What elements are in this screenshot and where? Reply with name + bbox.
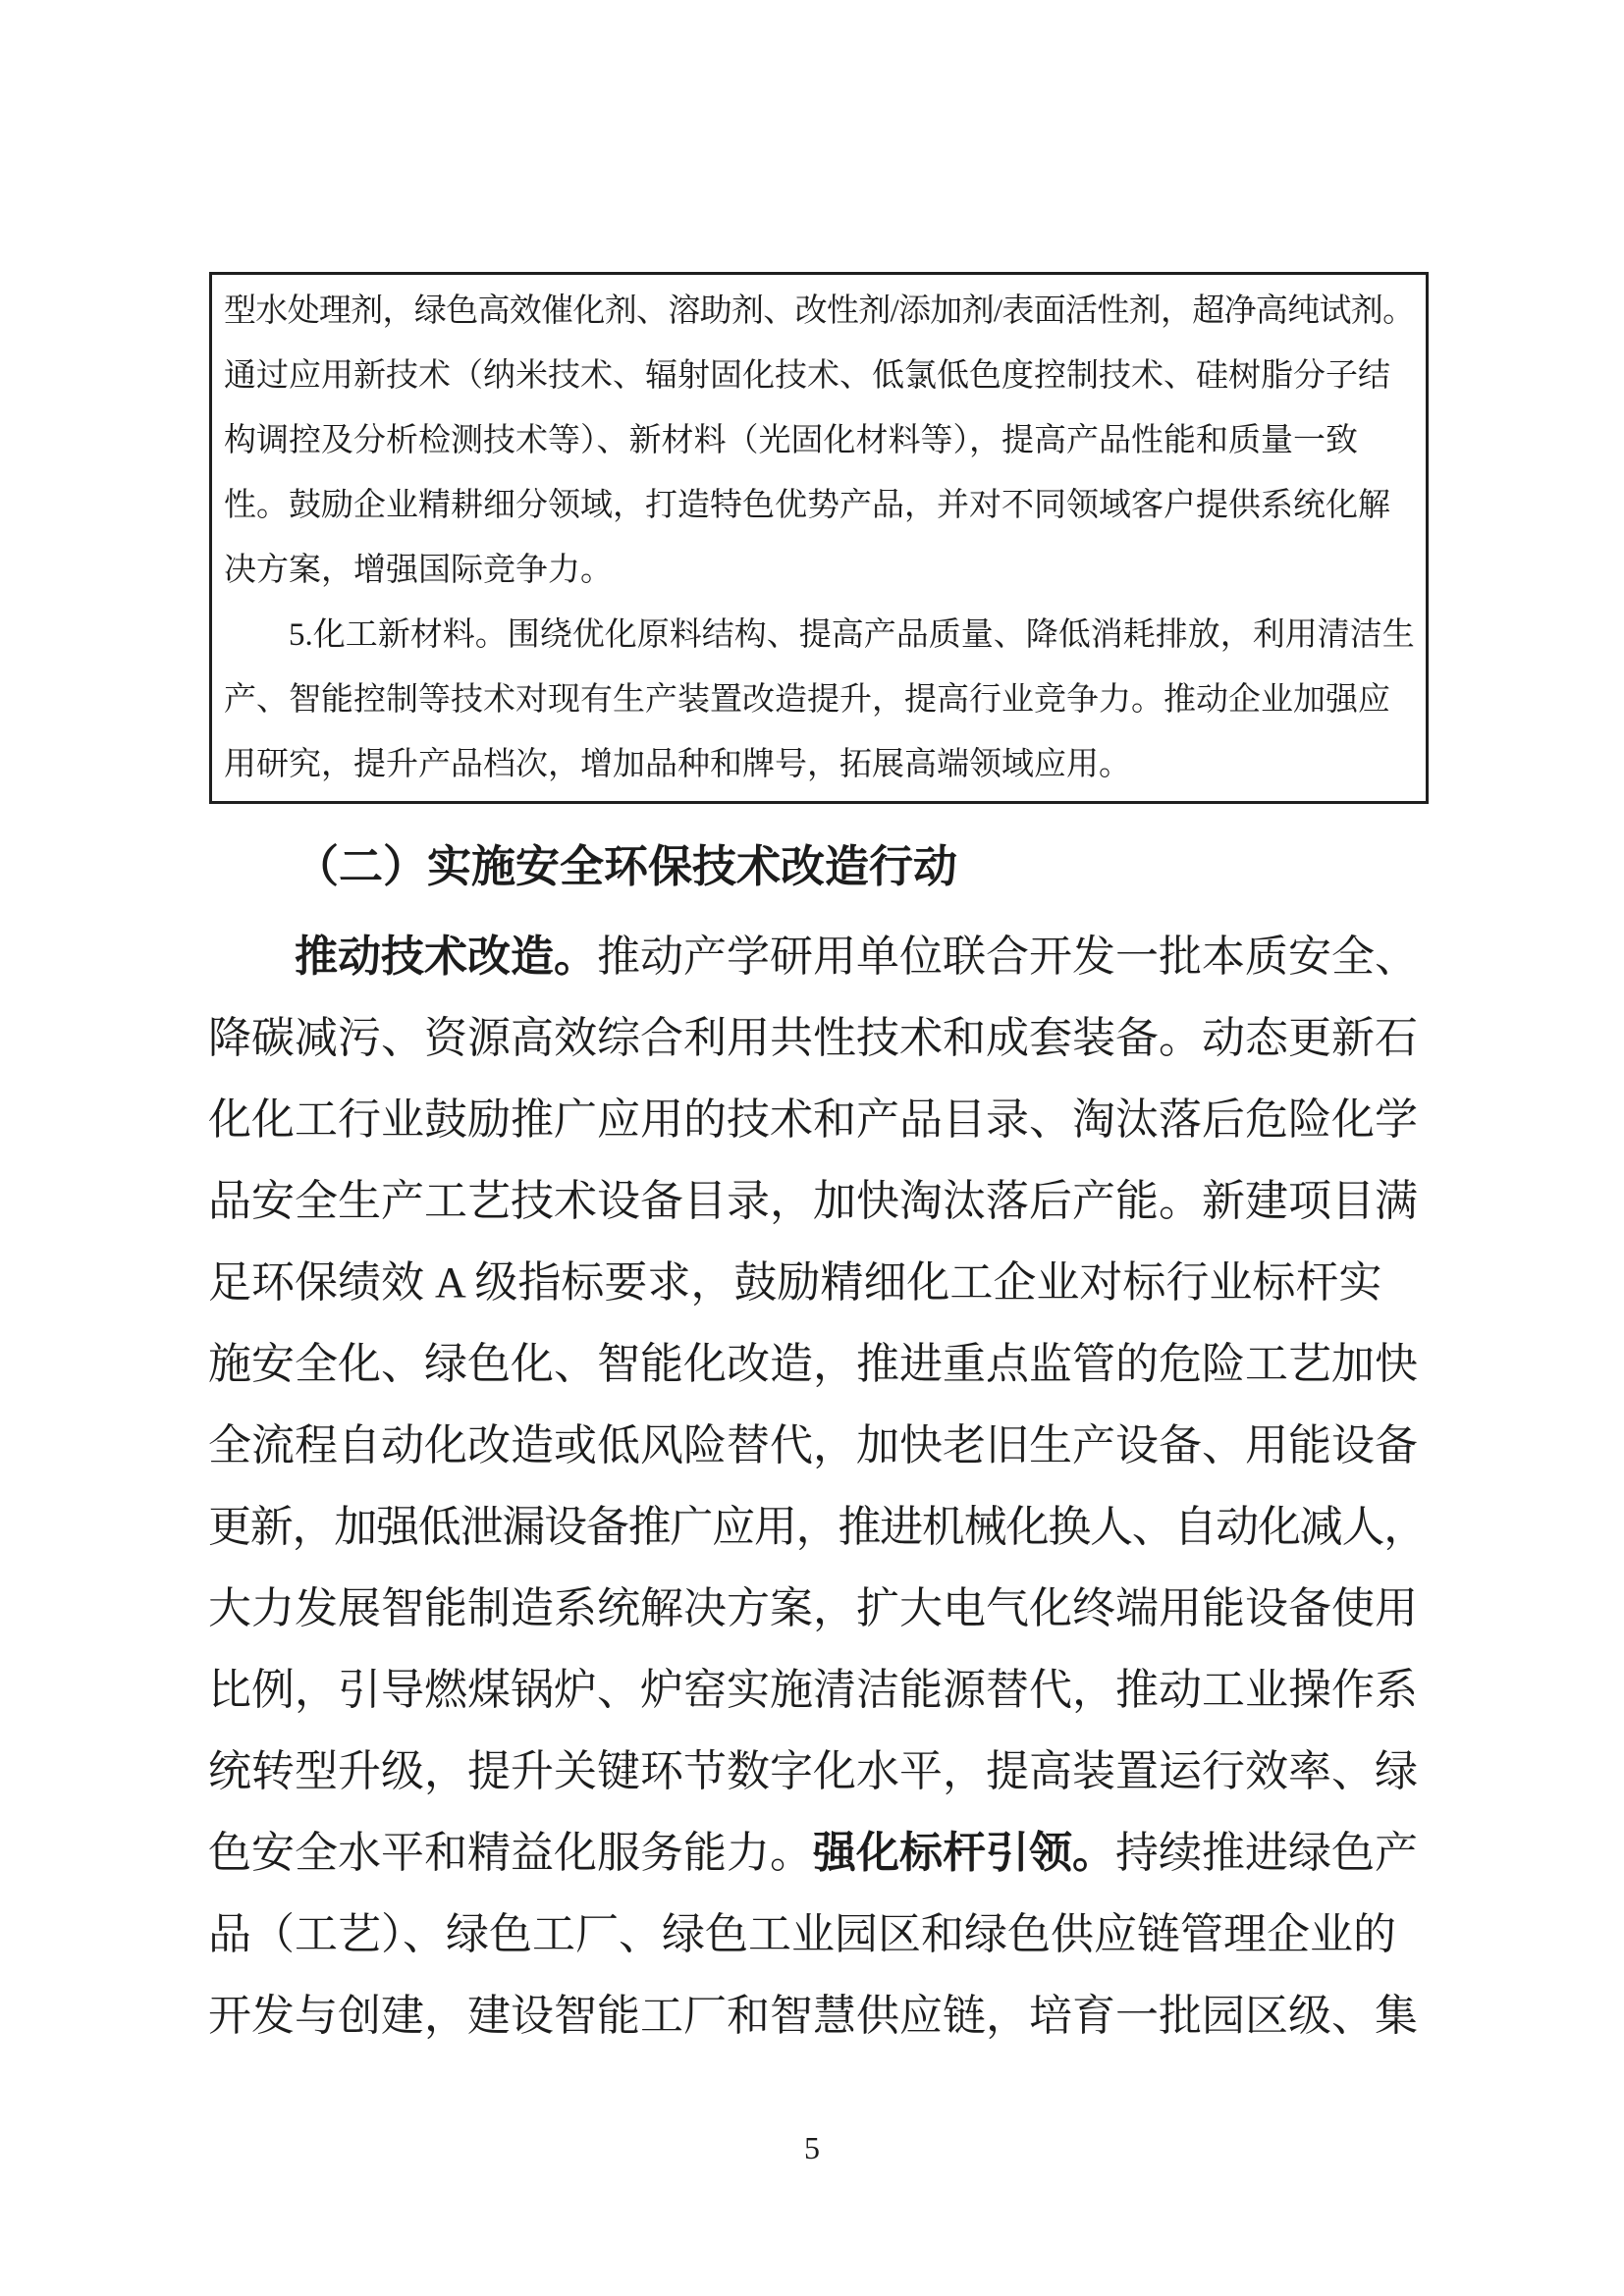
section-paragraph bbox=[208, 916, 1426, 2056]
text-run: 降碳减污、资源高效综合利用共性技术和成套装备。动态更新石 bbox=[208, 1014, 1418, 1062]
text-run: 化化工行业鼓励推广应用的技术和产品目录、淘汰落后危险化学 bbox=[208, 1095, 1418, 1144]
text-run: 统转型升级，提升关键环节数字化水平，提高装置运行效率、绿 bbox=[208, 1747, 1418, 1795]
text-line bbox=[208, 1160, 1426, 1242]
text-run: 持续推进绿色产 bbox=[1115, 1829, 1418, 1877]
text-line bbox=[208, 1812, 1426, 1894]
text-line bbox=[224, 603, 1414, 667]
text-line bbox=[208, 1975, 1426, 2056]
text-run: 型水处理剂，绿色高效催化剂、溶助剂、改性剂/添加剂/表面活性剂，超净高纯试剂。 bbox=[224, 294, 1415, 329]
text-run: 用研究，提升产品档次，增加品种和牌号，拓展高端领域应用。 bbox=[224, 747, 1131, 782]
text-run: 通过应用新技术（纳米技术、辐射固化技术、低氯低色度控制技术、硅树脂分子结 bbox=[224, 358, 1390, 394]
text-line bbox=[208, 916, 1426, 997]
text-run: 开发与创建，建设智能工厂和智慧供应链，培育一批园区级、集 bbox=[208, 1992, 1418, 2040]
text-run: 施安全化、绿色化、智能化改造，推进重点监管的危险工艺加快 bbox=[208, 1340, 1418, 1388]
text-run: 大力发展智能制造系统解决方案，扩大电气化终端用能设备使用 bbox=[208, 1584, 1418, 1632]
text-line bbox=[224, 279, 1414, 344]
text-run: 产、智能控制等技术对现有生产装置改造提升，提高行业竞争力。推动企业加强应 bbox=[224, 682, 1390, 718]
text-line bbox=[224, 408, 1414, 473]
text-run: 比例，引导燃煤锅炉、炉窑实施清洁能源替代，推动工业操作系 bbox=[208, 1666, 1418, 1714]
text-run: 围绕优化原料结构、提高产品质量、降低消耗排放，利用清洁生 bbox=[507, 617, 1415, 653]
text-run: 足环保绩效 A 级指标要求，鼓励精细化工企业对标行业标杆实 bbox=[208, 1258, 1382, 1307]
text-run: 推动产学研用单位联合开发一批本质安全、 bbox=[597, 933, 1418, 981]
text-run: 性。鼓励企业精耕细分领域，打造特色优势产品，并对不同领域客户提供系统化解 bbox=[224, 488, 1390, 523]
text-line bbox=[224, 344, 1414, 408]
text-line bbox=[208, 1731, 1426, 1812]
box-paragraph bbox=[224, 603, 1414, 797]
text-line bbox=[224, 667, 1414, 732]
text-run: 品（工艺）、绿色工厂、绿色工业园区和绿色供应链管理企业的 bbox=[208, 1910, 1396, 1958]
text-line bbox=[208, 1568, 1426, 1649]
text-run: 品安全生产工艺技术设备目录，加快淘汰落后产能。新建项目满 bbox=[208, 1177, 1418, 1225]
text-line bbox=[208, 1242, 1426, 1323]
text-line bbox=[208, 1323, 1426, 1405]
text-run: 5.化工新材料。 bbox=[289, 617, 508, 653]
text-run: 色安全水平和精益化服务能力。 bbox=[208, 1829, 813, 1877]
box-paragraph bbox=[224, 279, 1414, 603]
page-number: 5 bbox=[804, 2130, 820, 2165]
excerpt-box bbox=[209, 272, 1429, 804]
text-line bbox=[208, 997, 1426, 1079]
text-line bbox=[224, 732, 1414, 797]
text-line bbox=[224, 473, 1414, 538]
text-line bbox=[208, 1079, 1426, 1160]
bold-phrase: 强化标杆引领。 bbox=[813, 1829, 1115, 1877]
text-run: 决方案，增强国际竞争力。 bbox=[224, 553, 613, 588]
bold-phrase: 推动技术改造。 bbox=[295, 933, 597, 981]
text-run: 更新，加强低泄漏设备推广应用，推进机械化换人、自动化减人， bbox=[208, 1503, 1427, 1551]
text-run: 全流程自动化改造或低风险替代，加快老旧生产设备、用能设备 bbox=[208, 1421, 1418, 1469]
section-heading: （二）实施安全环保技术改造行动 bbox=[295, 842, 958, 891]
text-line bbox=[208, 1486, 1426, 1568]
text-line bbox=[224, 538, 1414, 603]
text-line bbox=[208, 1894, 1426, 1975]
text-line bbox=[208, 1405, 1426, 1486]
text-line bbox=[208, 1649, 1426, 1731]
text-run: 构调控及分析检测技术等）、新材料（光固化材料等），提高产品性能和质量一致 bbox=[224, 423, 1358, 458]
